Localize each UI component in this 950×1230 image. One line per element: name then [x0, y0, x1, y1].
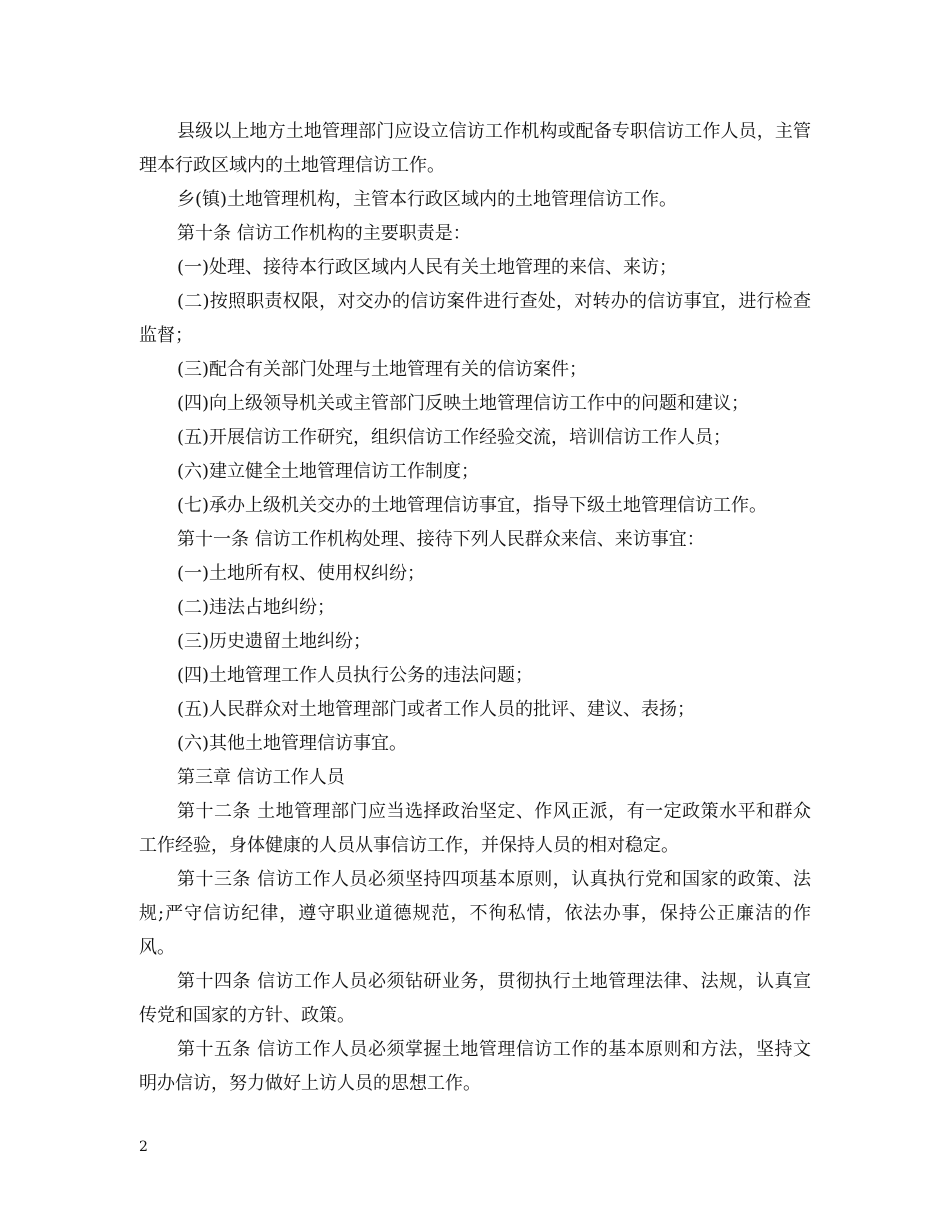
article-10-item-1: (一)处理、接待本行政区域内人民有关土地管理的来信、来访； [177, 257, 678, 278]
article-11-heading: 第十一条 信访工作机构处理、接待下列人民群众来信、来访事宜： [177, 529, 705, 550]
article-15: 第十五条 信访工作人员必须掌握土地管理信访工作的基本原则和方法，坚持文明办信访，努力做好上访人员的思想工作。 [139, 1039, 811, 1094]
page-number: 2 [139, 1139, 148, 1155]
article-10-item-7: (七)承办上级机关交办的土地管理信访事宜，指导下级土地管理信访工作。 [177, 495, 768, 516]
paragraph-county-agency: 县级以上地方土地管理部门应设立信访工作机构或配备专职信访工作人员，主管理本行政区域内的土地管理信访工作。 [139, 121, 811, 176]
paragraph-township-agency: 乡(镇)土地管理机构，主管本行政区域内的土地管理信访工作。 [177, 189, 678, 210]
article-11-item-6: (六)其他土地管理信访事宜。 [177, 733, 408, 754]
article-11-item-5: (五)人民群众对土地管理部门或者工作人员的批评、建议、表扬； [177, 699, 696, 720]
article-10-item-6: (六)建立健全土地管理信访工作制度； [177, 461, 480, 482]
article-11-item-1: (一)土地所有权、使用权纠纷； [177, 563, 426, 584]
article-10-item-2: (二)按照职责权限，对交办的信访案件进行查处，对转办的信访事宜，进行检查监督； [139, 291, 811, 346]
article-10-item-3: (三)配合有关部门处理与土地管理有关的信访案件； [177, 359, 588, 380]
article-10-heading: 第十条 信访工作机构的主要职责是： [177, 223, 471, 244]
article-11-item-3: (三)历史遗留土地纠纷； [177, 631, 372, 652]
article-11-item-4: (四)土地管理工作人员执行公务的违法问题； [177, 665, 534, 686]
article-12: 第十二条 土地管理部门应当选择政治坚定、作风正派，有一定政策水平和群众工作经验，身体健康的人员从事信访工作，并保持人员的相对稳定。 [139, 801, 811, 856]
article-10-item-4: (四)向上级领导机关或主管部门反映土地管理信访工作中的问题和建议； [177, 393, 750, 414]
document-body [139, 115, 811, 1101]
article-10-item-5: (五)开展信访工作研究，组织信访工作经验交流，培训信访工作人员； [177, 427, 732, 448]
chapter-3-heading: 第三章 信访工作人员 [177, 767, 345, 788]
article-14: 第十四条 信访工作人员必须钻研业务，贯彻执行土地管理法律、法规，认真宣传党和国家的方针、政策。 [139, 971, 811, 1026]
article-11-item-2: (二)违法占地纠纷； [177, 597, 336, 618]
article-13: 第十三条 信访工作人员必须坚持四项基本原则，认真执行党和国家的政策、法规;严守信访纪律，遵守职业道德规范，不徇私情，依法办事，保持公正廉洁的作风。 [139, 869, 811, 958]
